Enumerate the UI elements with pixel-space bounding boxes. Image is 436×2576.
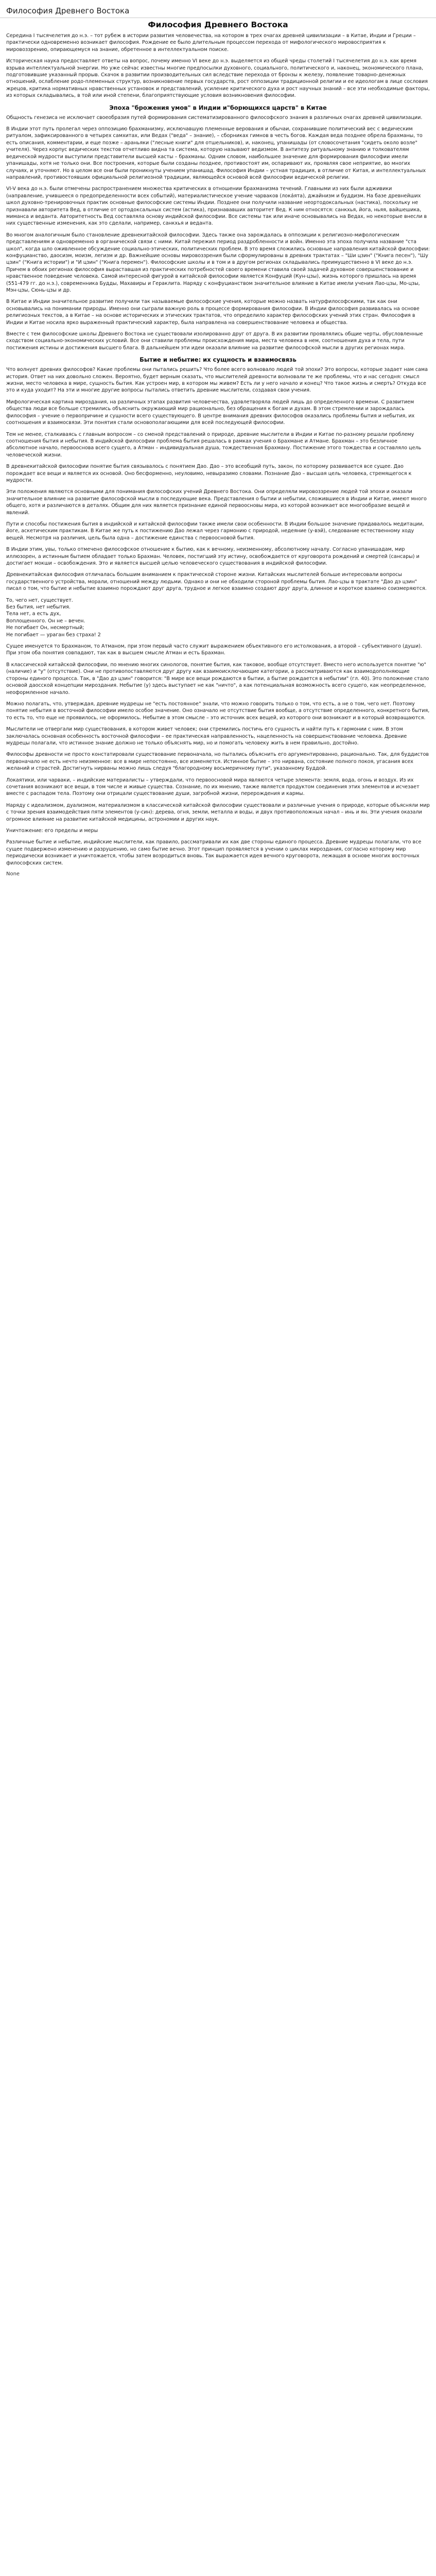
paragraph: Историческая наука предоставляет ответы на вопрос, почему именно VI веке до н.э. выделяется из общей чреды столетий I тысячелетия до н.э. как время взрыва интеллектуальной энергии. Но уже сейчас известны многие предпосылки духовного, социального, политического и, наконец, экономического плана, подготовившие указанный прорыв. Скачок в развитии производительных сил вследствие перехода от бронзы к железу, появление товарно-денежных отношений, ослабление родо-племенных структур, возникновение первых государств, рост оппозиции традиционной религии и ее идеологам в лице сословия жрецов, критика нормативных нравственных установок и представлений, усиление критического духа и рост научных знаний – все эти необходимые факторы, из которых складывались, в той или иной степени, благоприятствующие условия возникновения философии.: [6, 58, 430, 99]
paragraph: Философы древности не просто констатировали существование первоначала, но пытались объяснить его аргументированно, рационально. Так, для буддистов первоначало не есть нечто неизменное: все в мире непостоянно, все изменяется. Истинное бытие – это нирвана, состояние полного покоя, угасания всех желаний и страстей. Достигнуть нирваны можно лишь следуя "благородному восьмеричному пути", указанному Буддой.: [6, 752, 429, 772]
paragraph: Мифологическая картина мироздания, на различных этапах развития человечества, удовлетворяла людей лишь до определенного времени. С развитием общества люди все больше стремились объяснить окружающий мир рационально, без обращения к богам и духам. В этом стремлении и зарождалась философия – учение о первопричине и сущности всего существующего. В центре внимания древних философов оказались проблемы бытия и небытия, их соотношения и взаимосвязи. Эти понятия стали основополагающими для всей последующей философии.: [6, 399, 415, 426]
epoch-section: [6, 114, 430, 352]
intro-section: [6, 32, 430, 99]
poem-line: Не погибает Он, несмертный;: [6, 625, 84, 631]
section-title-epoch: Эпоха "брожения умов" в Индии и"борющихся царств" в Китае: [109, 104, 327, 111]
paragraph: Наряду с идеализмом, дуализмом, материализмом в классической китайской философии существовали и различные учения о природе, которые объясняли мир с точки зрения взаимодействия пяти элементов (у-син): дерева, огня, земли, металла и воды, и двух противоположных начал – инь и ян. Эти учения оказали огромное влияние на развитие китайской медицины, астрономии и других наук.: [6, 802, 430, 822]
paragraph: Сущее именуется то Брахманом, то Атманом, при этом первый часто служит выражением объективного его истолкования, а второй – субъективного (души). При этом оба понятия совпадают, так как в высшем смысле Атман и есть Брахман.: [6, 643, 422, 656]
paragraph: Различные бытие и небытие, индийские мыслители, как правило, рассматривали их как две стороны единого процесса. Древние мудрецы полагали, что все сущее подвержено изменению и разрушению, но само бытие вечно. Этот принцип проявляется в учении о циклах мироздания, согласно которому мир периодически возникает и уничтожается, чтобы затем возродиться вновь. Так выражается идея вечного круговорота, лежащая в основе многих восточных философских систем.: [6, 839, 422, 866]
section-title-being: Бытие и небытие: их сущность и взаимосвязь: [139, 356, 297, 364]
site-header: [0, 4, 436, 18]
paragraph: Древнекитайская философия отличалась большим вниманием к практической стороне жизни. Китайских мыслителей больше интересовали вопросы государственного устройства, морали, отношений между людьми. Однако и они не обходили стороной проблемы бытия. Лао-цзы в трактате "Дао дэ цзин" писал о том, что бытие и небытие взаимно порождают друг друга, трудное и легкое взаимно создают друг друга, длинное и короткое взаимно соизмеряются.: [6, 572, 427, 592]
paragraph: Пути и способы постижения бытия в индийской и китайской философии также имели свои особенности. В Индии большое значение придавалось медитации, йоге, аскетическим практикам. В Китае же путь к постижению Дао лежал через гармонию с природой, недеяние (у-вэй), следование естественному ходу вещей. Несмотря на различия, цель была одна – достижение единства с первоосновой бытия.: [6, 521, 424, 541]
site-title: Философия Древнего Востока: [6, 6, 130, 15]
paragraph: Мыслители не отвергали мир существования, в котором живет человек; они стремились постичь его сущность и найти путь к гармонии с ним. В этом заключалась основная особенность восточной философии – ее практическая направленность, нацеленность на совершенствование человека. Древние мудрецы полагали, что истинное знание должно не только объяснять мир, но и помогать человеку жить в нем правильно, достойно.: [6, 726, 407, 746]
paragraph: Общность генезиса не исключает своеобразия путей формирования систематизированного философского знания в различных очагах древней цивилизации.: [6, 114, 423, 121]
poem-line: Тела нет, а есть дух,: [6, 611, 61, 617]
paragraph: Середина I тысячелетия до н.э. – тот рубеж в истории развития человечества, на котором в трех очагах древней цивилизации – в Китае, Индии и Греции – практически одновременно возникает философия. Рождение ее было длительным процессом перехода от мифологического мировосприятия к мировоззрению, опирающемуся на знание, обретенное в интеллектуальном поиске.: [6, 33, 416, 53]
paragraph: В Индии этим, увы, только отмечено философское отношение к бытию, как к вечному, неизменному, абсолютному началу. Согласно упанишадам, мир иллюзорен, а истинным бытием обладает только Брахман. Человек, постигший эту истину, освобождается от круговорота рождений и смертей (сансары) и достигает мокши – освобождения. Это и является высшей целью человеческого существования в индийской философии.: [6, 547, 420, 566]
paragraph: VI-V века до н.э. были отмечены распространением множества критических в отношении брахманизма течений. Главными из них были адживики (направление, учившееся о предопределенности всех событий), материалистическое учение чарваков (лока́ята), джайнизм и буддизм. На базе древнейших школ духовно-тренировочных практик основные философские системы Индии. Позднее они получили название неортодоксальных (настика), поскольку не признавали авторитета Вед, в отличие от ортодоксальных систем (астика), признававших авторитет Вед. К ним относятся: санкхья, йога, ньяя, вайшешика, миманса и веданта. Авторитетность Вед составляла основу индийской философии. Все системы так или иначе основывались на Ведах, но некоторые внесли в них существенные изменения, как это сделали, например, санкхья и веданта.: [6, 186, 427, 227]
subheading: Уничтожение: его пределы и меры: [6, 828, 98, 834]
poem-line: Воплощенного. Он не – вечен.: [6, 618, 85, 624]
paragraph: Что волнует древних философов? Какие проблемы они пытались решить? Что более всего волновало людей той эпохи? Это вопросы, которые задает нам сама история. Ответ на них довольно сложен. Вероятно, будет верным сказать, что мыслителей древности волновали те же проблемы, что и нас сегодня: смысл жизни, место человека в мире, сущность бытия. Как устроен мир, в котором мы живем? Есть ли у него начало и конец? Что такое жизнь и смерть? Откуда все это и куда уходит? На эти и многие другие вопросы пытались ответить древние мыслители, создавая свои учения.: [6, 367, 428, 394]
being-section: [6, 366, 430, 867]
footer-text: None: [6, 871, 20, 877]
paragraph: В древнекитайской философии понятие бытия связывалось с понятием Дао. Дао – это всеобщий путь, закон, по которому развивается все сущее. Дао порождает все вещи и является их основой. Оно бесформенно, неуловимо, невыразимо словами. Познание Дао – высшая цель человека, стремящегося к мудрости.: [6, 464, 412, 483]
poem-line: Не погибает — ураган без страха! 2: [6, 632, 101, 638]
paragraph: В Индии этот путь пролегал через оппозицию брахманизму, исключавшую племенные верования и обычаи, сохранившие политический вес с ведическим ритуалом, зафиксированного в четырех самхитах, или Ведах ("веда" – знание), – сборниках гимнов в честь богов. Каждая веда позднее обрела брахманы, то есть описания, комментарии, и еще позже – араньяки ("лесные книги" для отшельников), и, наконец, упанишады (от словосочетания "сидеть около возле" учителя). Через корпус ведических текстов отчетливо видна та система, которую называют ведизмом. В антитезу ритуальному знанию и толкователям ведической мудрости выступили представители высшей касты – брахманы. Одним словом, наибольшее значение для формирования философии имели упанишады, хотя не только они. Все построения, которые были созданы позднее, противостоят им, оспаривают их, проявляя свое неприятие, во многих случаях, и уточняют. Но в целом все они были проникнуты учением упанишад. Философия Индии – устная традиция, в отличие от Китая, и интеллектуальных направлений, противостоявших официальной религиозной традиции, являющейся основой всей философии ведической религии.: [6, 126, 426, 180]
poem-line: То, чего нет, существует.: [6, 597, 73, 603]
paragraph: Во многом аналогичным было становление древнекитайской философии. Здесь также она зарождалась в оппозиции к религиозно-мифологическим представлениям и одновременно в органической связи с ними. Китай пережил период раздробленности и войн. Именно эта эпоха получила название "ста школ", когда шло оживленное обсуждение социально-этических, политических проблем. В это время сложились основные направления китайской философии: конфуцианство, даосизм, моизм, легизм и др. Важнейшие основы мировоззрения были сформулированы в древних трактатах – "Ши цзин" ("Книга песен"), "Шу цзин" ("Книга истории") и "И цзин" ("Книга перемен"). Философские школы и в том и в другом регионах складывались преимущественно в VI веке до н.э. Причем в обоих регионах философия выраставшая из практических потребностей своего времени ставила своей задачей духовное совершенствование и нравственное поведение человека. Самой интересной фигурой в китайской философии является Конфуций (Кун-цзы), жизнь которого пришлась на время (551-479 гг. до н.э.), современника Будды, Махавиры и Гераклита. Наряду с конфуцианством значительное влияние в Китае имели учения Лао-цзы, Мо-цзы, Мэн-цзы, Сюнь-цзы и др.: [6, 232, 430, 293]
article-title: Философия Древнего Востока: [148, 20, 288, 29]
poem-line: Без бытия, нет небытия.: [6, 604, 71, 611]
paragraph: Можно полагать, что, утверждая, древние мудрецы не "есть постоянное" знали, что можно говорить только о том, что есть, а не о том, чего нет. Поэтому понятие небытия в восточной философии имело особое значение. Оно означало не отсутствие бытия вообще, а отсутствие определенного, конкретного бытия, то есть то, что еще не проявилось, не оформилось. Небытие в этом смысле – это источник всех вещей, из которого они возникают и в который возвращаются.: [6, 701, 430, 721]
paragraph: В классической китайской философии, по мнению многих синологов, понятие бытия, как таковое, вообще отсутствует. Вместо него используется понятие "ю" (наличие) и "у" (отсутствие). Они не противопоставляются друг другу как взаимоисключающие категории, а рассматриваются как взаимодополняющие стороны единого процесса. Так, в "Дао дэ цзин" говорится: "В мире все вещи рождаются в бытии, а бытие рождается в небытии" (гл. 40). Это положение стало основой даосской концепции мироздания. Небытие (у) здесь выступает не как "ничто", а как потенциальная возможность всего сущего, как неопределенное, неоформленное начало.: [6, 662, 429, 696]
paragraph: Тем не менее, сталкиваясь с главным вопросом – со сменой представлений о природе, древние мыслители в Индии и Китае по-разному решали проблему соотношения бытия и небытия. В индийской философии проблема бытия решалась в рамках учения о Брахмане и Атмане. Брахман – это безличное абсолютное начало, первооснова всего сущего, а Атман – индивидуальная душа, тождественная Брахману. Постижение этого тождества и составляло цель человеческой жизни.: [6, 431, 422, 458]
poem-quote: [6, 597, 430, 638]
paragraph: Вместе с тем философские школы Древнего Востока не существовали изолированно друг от друга. В их развитии проявлялись общие черты, обусловленные сходством социально-экономических условий. Все они ставили проблемы происхождения мира, места человека в нем, соотношения духа и тела, пути постижения истины и достижения высшего блага. В дальнейшем эти идеи оказали влияние на развитие философской мысли в других регионах мира.: [6, 331, 423, 351]
paragraph: Локаятики, или чарваки, – индийские материалисты – утверждали, что первоосновой мира являются четыре элемента: земля, вода, огонь и воздух. Из их сочетания возникают все вещи, в том числе и живые существа. Сознание, по их мнению, также является продуктом соединения этих элементов и исчезает вместе с распадом тела. Поэтому они отрицали существование души, загробной жизни, перерождения и кармы.: [6, 777, 420, 797]
paragraph: В Китае и Индии значительное развитие получили так называемые философские учения, которые можно назвать натурфилософскими, так как они основывались на понимании природы. Именно они сыграли важную роль в процессе формирования философии. В Индии философия развивалась на основе религиозных текстов, а в Китае – на основе исторических и этических трактатов, что определило характер философских учений этих стран. Философия в Индии и Китае носила ярко выраженный практический характер, была направлена на совершенствование человека и общества.: [6, 299, 420, 326]
paragraph: Эти положения являются основными для понимания философских учений Древнего Востока. Они определяли мировоззрение людей той эпохи и оказали значительное влияние на развитие философской мысли в последующие века. Представления о бытии и небытии, сложившиеся в Индии и Китае, имеют много общего, хотя и различаются в деталях. Общим для них является признание единой первоосновы мира, из которой возникает все многообразие вещей и явлений.: [6, 489, 427, 516]
